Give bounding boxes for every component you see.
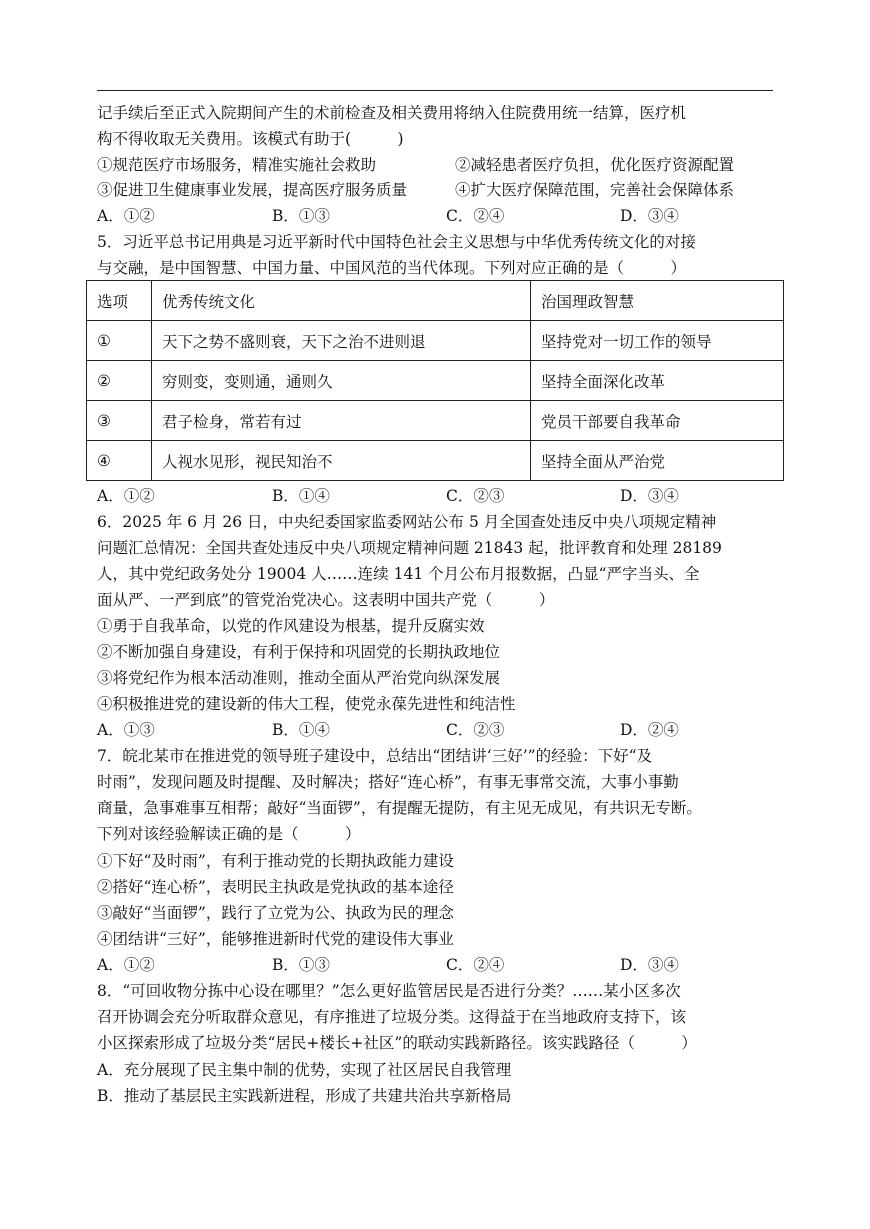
q6-statement-2: ②不断加强自身建设，有利于保持和巩固党的长期执政地位 — [97, 643, 501, 661]
q7-option-a[interactable]: A．①② — [97, 956, 155, 974]
q6-options — [97, 720, 777, 744]
q8-stem-line-3: 小区探索形成了垃圾分类“居民+楼长+社区”的联动实践新路径。该实践路径（ ） — [97, 1034, 697, 1052]
q5-option-a[interactable]: A．①② — [97, 487, 155, 505]
q7-option-c[interactable]: C．②④ — [446, 956, 505, 974]
table-cell: ② — [87, 361, 152, 401]
table-cell: 坚持党对一切工作的领导 — [531, 321, 784, 361]
q4-statements-row-1 — [97, 155, 777, 179]
q4-statement-3: ③促进卫生健康事业发展，提高医疗服务质量 — [97, 181, 408, 199]
table-cell: ① — [87, 321, 152, 361]
q7-stem-line-3: 商量，急事难事互相帮；敲好“当面锣”，有提醒无提防，有主见无成见，有共识无专断。 — [97, 799, 702, 817]
q7-option-d[interactable]: D．③④ — [620, 956, 679, 974]
q6-stem-line-2: 问题汇总情况：全国共查处违反中央八项规定精神问题 21843 起，批评教育和处理 28189 — [97, 539, 722, 557]
table-cell: ④ — [87, 441, 152, 481]
q5-table — [86, 280, 784, 481]
table-cell: ③ — [87, 401, 152, 441]
table-header-cell: 治国理政智慧 — [531, 281, 784, 321]
q5-option-b[interactable]: B．①④ — [272, 487, 330, 505]
table-cell: 君子检身，常若有过 — [152, 401, 531, 441]
q7-options — [97, 955, 777, 979]
q6-stem-line-3: 人，其中党纪政务处分 19004 人……连续 141 个月公布月报数据，凸显“严字当头、全 — [97, 565, 700, 583]
table-cell: 坚持全面深化改革 — [531, 361, 784, 401]
q6-statement-3: ③将党纪作为根本活动准则，推动全面从严治党向纵深发展 — [97, 669, 501, 687]
q5-options — [97, 486, 777, 510]
q4-stem-line-2: 构不得收取无关费用。该模式有助于( ) — [97, 130, 404, 148]
table-row — [87, 441, 784, 481]
q8-option-b[interactable]: B．推动了基层民主实践新进程，形成了共建共治共享新格局 — [97, 1087, 512, 1105]
q6-option-b[interactable]: B．①④ — [272, 721, 330, 739]
q4-stem-line-1: 记手续后至正式入院期间产生的术前检查及相关费用将纳入住院费用统一结算，医疗机 — [97, 104, 687, 122]
table-cell: 坚持全面从严治党 — [531, 441, 784, 481]
q4-option-b[interactable]: B．①③ — [272, 207, 330, 225]
table-cell: 天下之势不盛则衰，天下之治不进则退 — [152, 321, 531, 361]
q6-option-c[interactable]: C．②③ — [446, 721, 505, 739]
q7-statement-4: ④团结讲“三好”，能够推进新时代党的建设伟大事业 — [97, 930, 454, 948]
q5-stem-line-1: 5．习近平总书记用典是习近平新时代中国特色社会主义思想与中华优秀传统文化的对接 — [97, 233, 696, 251]
table-header-cell: 优秀传统文化 — [152, 281, 531, 321]
q6-statement-4: ④积极推进党的建设新的伟大工程，使党永葆先进性和纯洁性 — [97, 695, 516, 713]
q7-stem-line-4: 下列对该经验解读正确的是（ ） — [97, 825, 361, 843]
table-header-cell: 选项 — [87, 281, 152, 321]
q4-statement-4: ④扩大医疗保障范围，完善社会保障体系 — [455, 181, 735, 199]
q5-option-d[interactable]: D．③④ — [620, 487, 679, 505]
q6-option-d[interactable]: D．②④ — [620, 721, 679, 739]
q8-option-a[interactable]: A．充分展现了民主集中制的优势，实现了社区居民自我管理 — [97, 1061, 512, 1079]
q4-option-c[interactable]: C．②④ — [446, 207, 505, 225]
q8-stem-line-1: 8．“可回收物分拣中心设在哪里？”怎么更好监管居民是否进行分类？……某小区多次 — [97, 982, 681, 1000]
table-cell: 穷则变，变则通，通则久 — [152, 361, 531, 401]
q7-statement-1: ①下好“及时雨”，有利于推动党的长期执政能力建设 — [97, 852, 454, 870]
q8-stem-line-2: 召开协调会充分听取群众意见，有序推进了垃圾分类。这得益于在当地政府支持下，该 — [97, 1008, 687, 1026]
q6-stem-line-4: 面从严、一严到底”的管党治党决心。这表明中国共产党（ ） — [97, 591, 555, 609]
q7-stem-line-2: 时雨”，发现问题及时提醒、及时解决；搭好“连心桥”，有事无事常交流，大事小事勤 — [97, 773, 679, 791]
table-cell: 党员干部要自我革命 — [531, 401, 784, 441]
q6-stem-line-1: 6．2025 年 6 月 26 日，中央纪委国家监委网站公布 5 月全国查处违反中央八项规定精神 — [97, 513, 717, 531]
table-row — [87, 401, 784, 441]
header-rule — [97, 90, 773, 91]
q5-option-c[interactable]: C．②③ — [446, 487, 505, 505]
q4-statement-1: ①规范医疗市场服务，精准实施社会救助 — [97, 156, 377, 174]
q4-option-a[interactable]: A．①② — [97, 207, 155, 225]
q7-statement-2: ②搭好“连心桥”，表明民主执政是党执政的基本途径 — [97, 878, 454, 896]
q4-options — [97, 206, 777, 230]
q7-option-b[interactable]: B．①③ — [272, 956, 330, 974]
q4-statements-row-2 — [97, 180, 777, 204]
q4-statement-2: ②减轻患者医疗负担，优化医疗资源配置 — [455, 156, 735, 174]
table-cell: 人视水见形，视民知治不 — [152, 441, 531, 481]
table-header-row — [87, 281, 784, 321]
table-row — [87, 321, 784, 361]
q6-option-a[interactable]: A．①③ — [97, 721, 155, 739]
q7-stem-line-1: 7．皖北某市在推进党的领导班子建设中，总结出“团结讲‘三好’”的经验：下好“及 — [97, 747, 652, 765]
table-row — [87, 361, 784, 401]
q7-statement-3: ③敲好“当面锣”，践行了立党为公、执政为民的理念 — [97, 904, 454, 922]
q4-option-d[interactable]: D．③④ — [620, 207, 679, 225]
q5-stem-line-2: 与交融，是中国智慧、中国力量、中国风范的当代体现。下列对应正确的是（ ） — [97, 259, 687, 277]
q6-statement-1: ①勇于自我革命，以党的作风建设为根基，提升反腐实效 — [97, 617, 485, 635]
